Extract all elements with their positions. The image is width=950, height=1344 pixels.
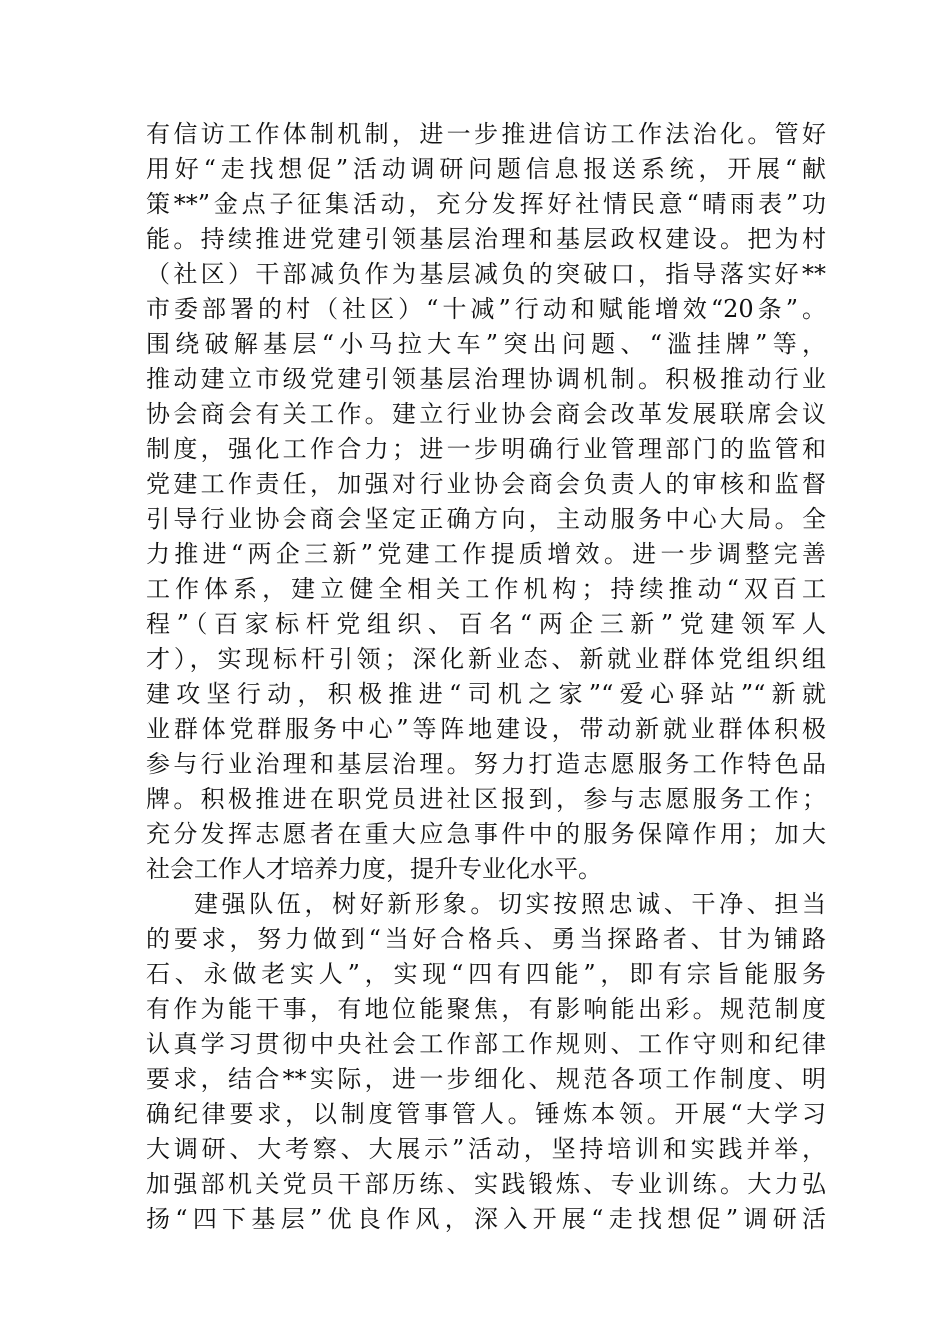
text-line: （社区）干部减负作为基层减负的突破口，指导落实好** (146, 260, 826, 288)
text-line: 力推进“两企三新”党建工作提质增效。进一步调整完善 (146, 540, 826, 568)
text-line: 业群体党群服务中心”等阵地建设，带动新就业群体积极 (146, 715, 826, 743)
text-line: 工作体系，建立健全相关工作机构；持续推动“双百工 (146, 575, 826, 603)
text-line: 加强部机关党员干部历练、实践锻炼、专业训练。大力弘 (146, 1170, 826, 1198)
text-line: 参与行业治理和基层治理。努力打造志愿服务工作特色品 (146, 750, 826, 778)
text-line: 制度，强化工作合力；进一步明确行业管理部门的监管和 (146, 435, 826, 463)
text-line: 社会工作人才培养力度，提升专业化水平。 (146, 855, 602, 883)
text-line: 围绕破解基层“小马拉大车”突出问题、“滥挂牌”等， (146, 330, 826, 358)
text-line: 能。持续推进党建引领基层治理和基层政权建设。把为村 (146, 225, 826, 253)
text-line: 用好“走找想促”活动调研问题信息报送系统，开展“献 (146, 155, 826, 183)
text-line: 程”（百家标杆党组织、百名“两企三新”党建领军人 (146, 610, 826, 638)
text-line: 扬“四下基层”优良作风，深入开展“走找想促”调研活 (146, 1205, 826, 1233)
text-line: 协会商会有关工作。建立行业协会商会改革发展联席会议 (146, 400, 826, 428)
text-line: 石、永做老实人”，实现“四有四能”，即有宗旨能服务 (146, 960, 826, 988)
text-line: 引导行业协会商会坚定正确方向，主动服务中心大局。全 (146, 505, 826, 533)
paragraph-start-line: 建强队伍，树好新形象。切实按照忠诚、干净、担当 (194, 890, 826, 918)
text-line: 党建工作责任，加强对行业协会商会负责人的审核和监督 (146, 470, 826, 498)
text-line: 市委部署的村（社区）“十减”行动和赋能增效“20条”。 (146, 295, 826, 323)
text-line: 要求，结合**实际，进一步细化、规范各项工作制度、明 (146, 1065, 826, 1093)
text-line: 推动建立市级党建引领基层治理协调机制。积极推动行业 (146, 365, 826, 393)
text-line: 策**”金点子征集活动，充分发挥好社情民意“晴雨表”功 (146, 190, 826, 218)
text-line: 有作为能干事，有地位能聚焦，有影响能出彩。规范制度 (146, 995, 826, 1023)
text-line: 有信访工作体制机制，进一步推进信访工作法治化。管好 (146, 120, 826, 148)
text-line: 的要求，努力做到“当好合格兵、勇当探路者、甘为铺路 (146, 925, 826, 953)
text-line: 充分发挥志愿者在重大应急事件中的服务保障作用；加大 (146, 820, 826, 848)
text-line: 牌。积极推进在职党员进社区报到，参与志愿服务工作； (146, 785, 826, 813)
text-line: 认真学习贯彻中央社会工作部工作规则、工作守则和纪律 (146, 1030, 826, 1058)
text-line: 大调研、大考察、大展示”活动，坚持培训和实践并举， (146, 1135, 826, 1163)
text-line: 才），实现标杆引领；深化新业态、新就业群体党组织组 (146, 645, 826, 673)
text-line: 确纪律要求，以制度管事管人。锤炼本领。开展“大学习 (146, 1100, 826, 1128)
text-line: 建攻坚行动，积极推进“司机之家”“爱心驿站”“新就 (146, 680, 826, 708)
